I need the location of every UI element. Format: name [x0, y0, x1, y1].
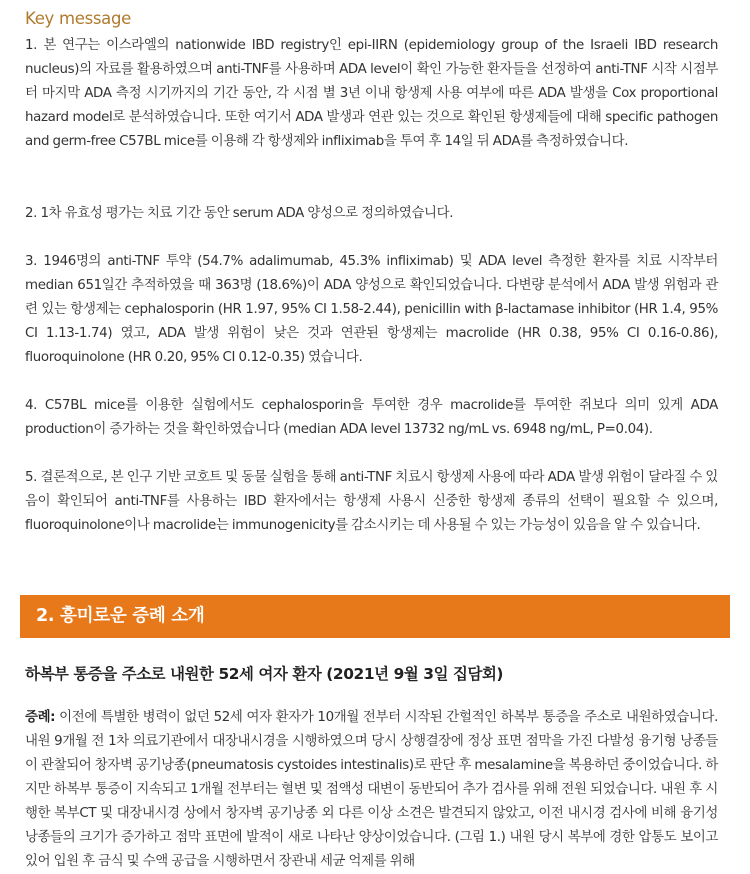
case-label: 증례: [25, 710, 56, 725]
key-message-title: Key message [25, 9, 132, 28]
key-message-point-1: 1. 본 연구는 이스라엘의 nationwide IBD registry인 epi-IIRN (epidemiology group of the Israeli IBD research nucleus)의 자료를 활용하였으며 anti-TNF를 사용하며 ADA level이 확인 가능한 환자들을 선정하여 anti-TNF 시작 시점부터 마지막 ADA 측정 시기까지의 기간 동안, 각 시점 별 3년 이내 항생제 사용 여부에 따른 ADA 발생을 Cox proportional hazard model로 분석하였습니다. 또한 여기서 ADA 발생과 연관 있는 것으로 확인된 항생제들에 대해 specific pathogen and germ-free C57BL mice를 이용해 각 항생제와 infliximab을 투여 후 14일 뒤 ADA를 측정하였습니다. [25, 38, 718, 149]
section-header-interesting-case: 2. 흥미로운 증례 소개 [20, 595, 730, 638]
case-body [25, 706, 718, 874]
case-title: 하복부 통증을 주소로 내원한 52세 여자 환자 (2021년 9월 3일 집담회) [25, 665, 504, 683]
key-message-point-3: 3. 1946명의 anti-TNF 투약 (54.7% adalimumab, 45.3% infliximab) 및 ADA level 측정한 환자를 치료 시작부터 median 651일간 추적하였을 때 363명 (18.6%)이 ADA 양성으로 확인되었습니다. 다변량 분석에서 ADA 발생 위험과 관련 있는 항생제는 cephalosporin (HR 1.97, 95% CI 1.58-2.44), penicillin with β-lactamase inhibitor (HR 1.4, 95% CI 1.13-1.74) 였고, ADA 발생 위험이 낮은 것과 연관된 항생제는 macrolide (HR 0.38, 95% CI 0.16-0.86), fluoroquinolone (HR 0.20, 95% CI 0.12-0.35) 였습니다. [25, 254, 718, 365]
case-text: 이전에 특별한 병력이 없던 52세 여자 환자가 10개월 전부터 시작된 간헐적인 하복부 통증을 주소로 내원하였습니다. 내원 9개월 전 1차 의료기관에서 대장내시경을 시행하였으며 당시 상행결장에 정상 표면 점막을 가진 다발성 융기형 낭종들이 관찰되어 창자벽 공기낭종(pneumatosis cystoides intestinalis)로 판단 후 mesalamine을 복용하던 중이었습니다. 하지만 하복부 통증이 지속되고 1개월 전부터는 혈변 및 점액성 대변이 동반되어 추가 검사를 위해 전원 되었습니다. 내원 후 시행한 복부CT 및 대장내시경 상에서 창자벽 공기낭종 외 다른 이상 소견은 발견되지 않았고, 이전 내시경 검사에 비해 융기성 낭종들의 크기가 증가하고 점막 표면에 발적이 새로 나타난 양상이었습니다. (그림 1.) 내원 당시 복부에 경한 압통도 보이고 있어 입원 후 금식 및 수액 공급을 시행하면서 장관내 세균 억제를 위해 [25, 710, 718, 869]
key-message-point-5: 5. 결론적으로, 본 인구 기반 코호트 및 동물 실험을 통해 anti-TNF 치료시 항생제 사용에 따라 ADA 발생 위험이 달라질 수 있음이 확인되어 anti-TNF를 사용하는 IBD 환자에서는 항생제 사용시 신중한 항생제 종류의 선택이 필요할 수 있으며, fluoroquinolone이나 macrolide는 immunogenicity를 감소시키는 데 사용될 수 있는 가능성이 있음을 알 수 있습니다. [25, 470, 718, 533]
key-message-point-4: 4. C57BL mice를 이용한 실험에서도 cephalosporin을 투여한 경우 macrolide를 투여한 쥐보다 의미 있게 ADA production이 증가하는 것을 확인하였습니다 (median ADA level 13732 ng/mL vs. 6948 ng/mL, P=0.04). [25, 398, 718, 437]
key-message-point-2: 2. 1차 유효성 평가는 치료 기간 동안 serum ADA 양성으로 정의하였습니다. [25, 206, 454, 221]
